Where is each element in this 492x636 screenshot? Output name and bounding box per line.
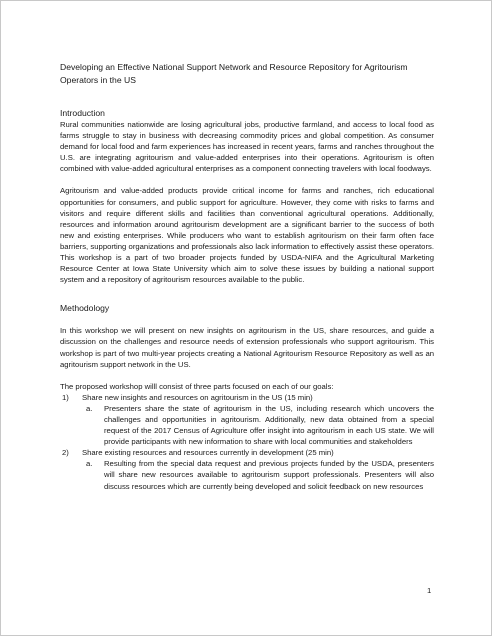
goal-1-subitem — [60, 403, 434, 447]
goal-number: 2) — [62, 448, 69, 458]
introduction-heading: Introduction — [60, 108, 105, 118]
document-title: Developing an Effective National Support Network and Resource Repository for Agritourism Operators in the US — [60, 62, 408, 85]
methodology-paragraph-2: The proposed workshop willl consist of three parts focused on each of our goals: — [60, 381, 334, 391]
subitem-text: Presenters share the state of agritourism in the US, including research which uncovers the challenges and opportunities in agritourism. Additionally, new data obtained from a special request of the 2017 Census of Agriculture offer insight into agritourism in each US state. We will provide participants with new information to share with local communities and stakeholders — [104, 403, 434, 447]
page-number: 1 — [427, 586, 432, 595]
goal-text: Share existing resources and resources currently in development (25 min) — [82, 448, 334, 458]
goals-list — [60, 392, 434, 492]
introduction-paragraph-2: Agritourism and value-added products provide critical income for farms and ranches, rich educational opportunities for consumers, and public support for agriculture. However, they come with risks to farms and visitors and require different skills and facilities than conventional agricultural operations. Additionally, resources and information around agritourism development are a significant barrier to the success of both new and existing enterprises. While producers who want to establish agritourism on their farm often face barriers, supporting organizations and professionals also lack information to effectively assist these operators. This workshop is a part of two broader projects funded by USDA-NIFA and the Agricultural Marketing Resource Center at Iowa State University which aim to solve these issues by building a national support system and a repository of agritourism resources available to the public. — [60, 186, 434, 285]
subitem-letter: a. — [86, 403, 93, 413]
methodology-heading: Methodology — [60, 303, 110, 314]
goal-item-2 — [60, 447, 434, 458]
introduction-paragraph-1: Rural communities nationwide are losing agricultural jobs, productive farmland, and access to local food as farms struggle to stay in business with decreasing commodity prices and global competition. As consumer demand for local food and farm experiences has increased in recent years, farms and ranches throughout the U.S. are integrating agritourism and value-added enterprises into their operations. Agritourism is often combined with value-added agricultural enterprises as a component connecting travelers with local foodways. — [60, 120, 434, 174]
goal-item-1 — [60, 392, 434, 403]
goal-2-subitem — [60, 458, 434, 491]
subitem-text: Resulting from the special data request and previous projects funded by the USDA, presenters will share new resources available to agritourism support professionals. Presenters will also discuss resources which are currently being developed and solicit feedback on new resources — [104, 459, 434, 491]
subitem-letter: a. — [86, 459, 93, 469]
goal-number: 1) — [62, 392, 69, 402]
goal-text: Share new insights and resources on agritourism in the US (15 min) — [82, 392, 313, 402]
methodology-paragraph-1: In this workshop we will present on new insights on agritourism in the US, share resources, and guide a discussion on the challenges and resource needs of extension professionals who support agritourism. This workshop is part of two multi-year projects creating a National Agritourism Resource Repository as well as an agritourism support network in the US. — [60, 326, 434, 369]
page-content — [60, 61, 434, 492]
